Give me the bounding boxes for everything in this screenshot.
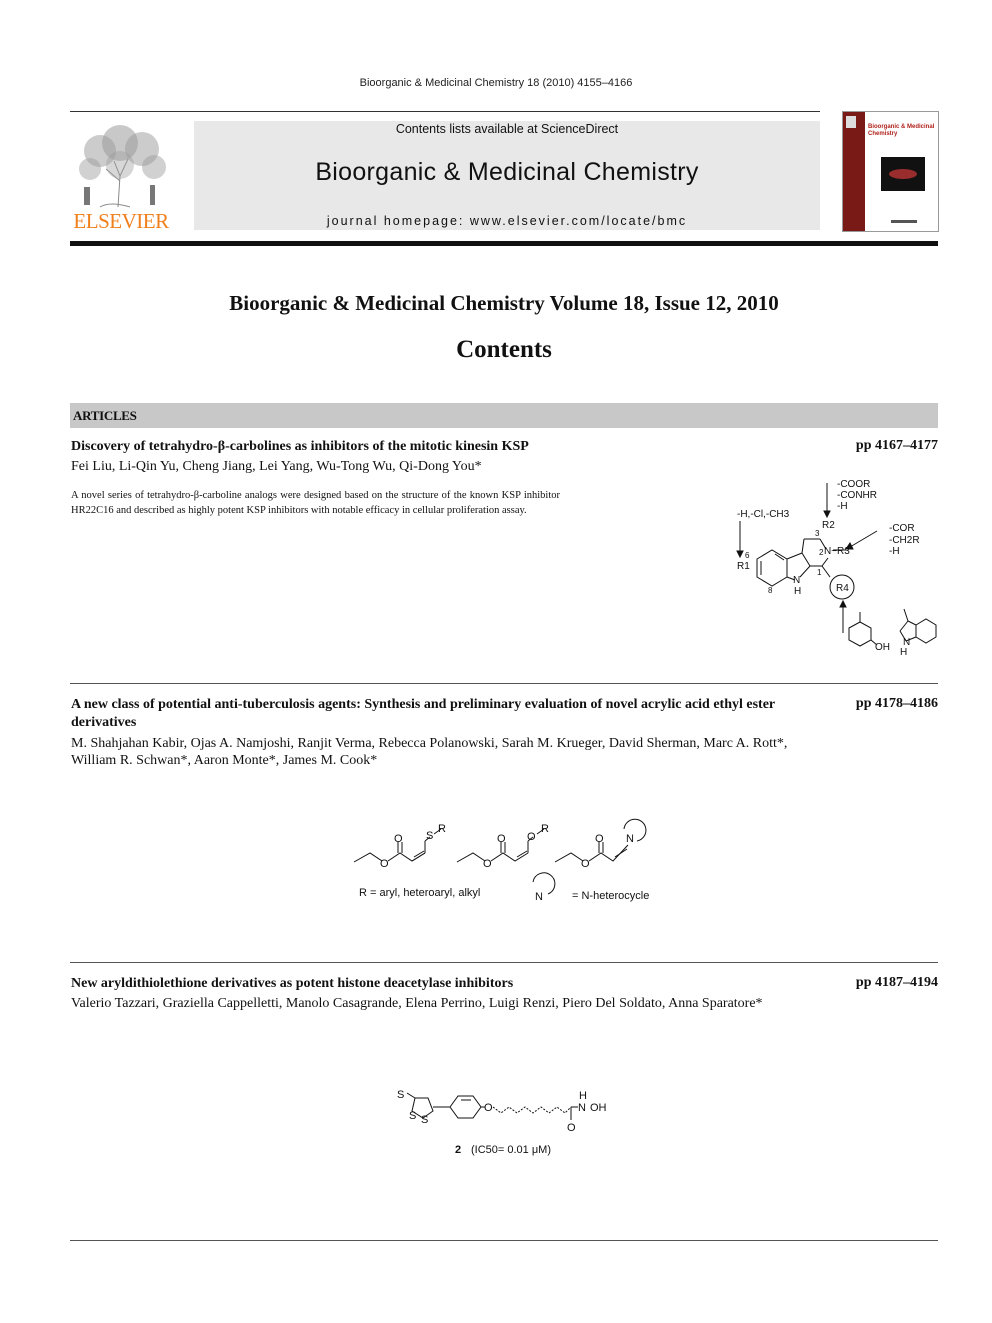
r2-option-3: -H: [837, 501, 848, 512]
r1-options: -H,-Cl,-CH3: [737, 509, 790, 520]
r3-option-1: -COR: [889, 523, 915, 534]
cover-title: Bioorganic & Medicinal Chemistry: [868, 124, 935, 137]
cover-footer-mark: [891, 220, 917, 223]
contents-heading: Contents: [456, 336, 552, 363]
journal-homepage: journal homepage: www.elsevier.com/locate/bmc: [326, 214, 688, 228]
elsevier-tree-logo: [70, 121, 172, 209]
article-3-authors: Valerio Tazzari, Graziella Cappelletti, Manolo Casagrande, Elena Perrino, Luigi Renzi, Piero Del Soldato, Anna Sparatore*: [71, 996, 763, 1011]
footer-divider: [70, 1240, 938, 1241]
volume-title: Bioorganic & Medicinal Chemistry Volume 18, Issue 12, 2010: [229, 291, 779, 315]
article-2-pages[interactable]: pp 4178–4186: [855, 696, 938, 711]
ic50-label: (IC50= 0.01 μM): [471, 1144, 552, 1156]
article-1-abstract: A novel series of tetrahydro-β-carboline analogs were designed based on the structure of the known KSP inhibitor HR22C16 and described as highly potent KSP inhibitors with notable efficacy in cellular proliferation assay.: [71, 490, 560, 516]
label-r2: R2: [822, 520, 835, 531]
atom-s: S: [421, 1114, 429, 1126]
atom-o: O: [483, 858, 492, 870]
cover-spine: [843, 112, 865, 231]
article-1-graphical-abstract: [732, 473, 942, 658]
elsevier-wordmark: ELSEVIER: [73, 209, 169, 233]
label-r3: N−R3: [824, 546, 850, 557]
journal-cover: [842, 111, 939, 232]
label-pos8: 8: [768, 586, 773, 595]
article-3-title[interactable]: New aryldithiolethione derivatives as potent histone deacetylase inhibitors: [71, 976, 514, 991]
header-divider: [70, 111, 820, 112]
label-pos1: 1: [817, 568, 822, 577]
r-definition: R = aryl, heteroaryl, alkyl: [359, 887, 481, 899]
cover-image: [881, 157, 925, 191]
atom-s: S: [397, 1089, 405, 1101]
article-1-title[interactable]: Discovery of tetrahydro-β-carbolines as inhibitors of the mitotic kinesin KSP: [71, 439, 529, 454]
label-r1: R1: [737, 561, 750, 572]
article-separator-2: [70, 962, 938, 963]
label-nh-n: N: [793, 575, 801, 586]
atom-o: O: [581, 858, 590, 870]
contents-available-text: Contents lists available at ScienceDirect: [395, 122, 619, 136]
article-1-pages[interactable]: pp 4167–4177: [855, 438, 938, 453]
section-label: ARTICLES: [73, 408, 137, 423]
header-thick-rule: [70, 241, 938, 246]
atom-n: N: [535, 891, 543, 903]
article-separator-1: [70, 683, 938, 684]
atom-o: O: [394, 833, 403, 845]
label-indole-n: N: [903, 637, 911, 648]
atom-n: N: [578, 1102, 586, 1114]
atom-o: O: [484, 1102, 493, 1114]
atom-s: S: [409, 1110, 417, 1122]
label-nh-h: H: [794, 586, 802, 597]
atom-o: O: [595, 833, 604, 845]
atom-oh: OH: [590, 1102, 607, 1114]
atom-o: O: [380, 858, 389, 870]
journal-citation: Bioorganic & Medicinal Chemistry 18 (2010) 4155–4166: [359, 77, 633, 89]
article-2-graphical-abstract: [350, 815, 670, 910]
atom-n: N: [626, 833, 634, 845]
atom-o: O: [497, 833, 506, 845]
label-pos3: 3: [815, 529, 820, 538]
atom-r: R: [438, 823, 446, 835]
atom-s: S: [426, 830, 434, 842]
article-1-authors: Fei Liu, Li-Qin Yu, Cheng Jiang, Lei Yang, Wu-Tong Wu, Qi-Dong You*: [71, 459, 482, 474]
label-indole-h: H: [900, 647, 908, 658]
atom-o: O: [527, 831, 536, 843]
atom-o: O: [567, 1122, 576, 1134]
journal-title: Bioorganic & Medicinal Chemistry: [315, 158, 699, 186]
cover-publisher-mark: [846, 116, 856, 128]
r3-option-2: -CH2R: [889, 535, 920, 546]
r3-option-3: -H: [889, 546, 900, 557]
label-pos6: 6: [745, 551, 750, 560]
n-definition: = N-heterocycle: [572, 890, 650, 902]
article-2-authors: M. Shahjahan Kabir, Ojas A. Namjoshi, Ranjit Verma, Rebecca Polanowski, Sarah M. Krueger, David Sherman, Marc A. Rott*, William R. Schwan*, Aaron Monte*, James M. Cook*: [71, 736, 788, 768]
section-bar: [70, 403, 938, 428]
label-oh: OH: [875, 642, 890, 653]
article-2-title[interactable]: A new class of potential anti-tuberculosis agents: Synthesis and preliminary evaluation of novel acrylic acid ethyl ester derivatives: [71, 697, 775, 730]
atom-h: H: [579, 1090, 587, 1102]
label-r4: R4: [836, 583, 849, 594]
r2-option-2: -CONHR: [837, 490, 877, 501]
atom-r: R: [541, 823, 549, 835]
article-3-pages[interactable]: pp 4187–4194: [855, 975, 938, 990]
r2-option-1: -COOR: [837, 479, 871, 490]
article-3-graphical-abstract: [393, 1085, 623, 1163]
compound-number: 2: [455, 1144, 462, 1156]
label-pos2: 2: [819, 548, 824, 557]
